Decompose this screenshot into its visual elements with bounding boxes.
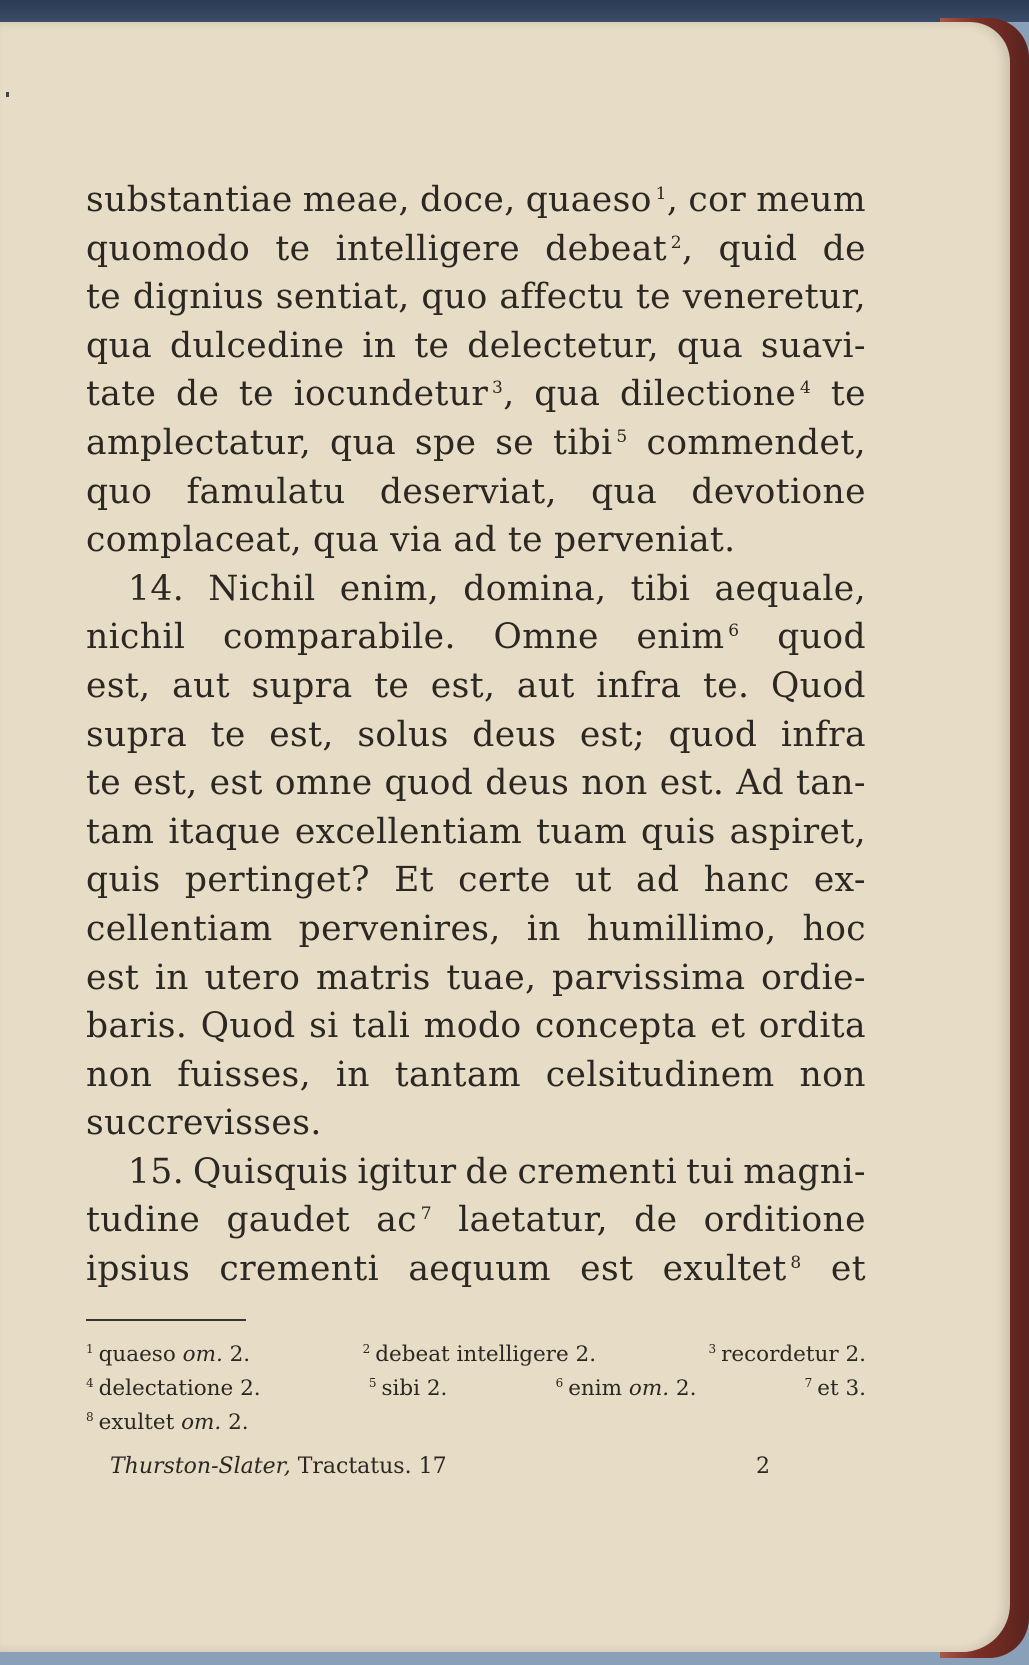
word: te	[86, 763, 122, 804]
text-line	[86, 1148, 866, 1197]
word: in	[154, 957, 189, 998]
word: ut	[574, 860, 612, 901]
word: doce,	[420, 180, 516, 220]
word: certe	[458, 860, 551, 901]
text-line	[86, 1099, 866, 1148]
text-line	[86, 856, 866, 905]
word: delectetur,	[467, 325, 660, 366]
text-line	[86, 419, 866, 468]
word: aut	[172, 665, 230, 706]
footnote-marker: 5	[612, 426, 628, 447]
word: Omne	[493, 617, 599, 658]
word: infra	[596, 665, 682, 706]
word: in	[335, 1054, 370, 1095]
word: te	[86, 277, 122, 318]
word: te	[210, 714, 246, 755]
word: commendet,	[646, 422, 866, 463]
word: est,	[269, 714, 334, 755]
footnote-item: $^6$ enim om. 2.	[555, 1376, 697, 1401]
word: Quod	[770, 665, 866, 706]
word: tan-	[796, 763, 866, 804]
word: nichil	[86, 617, 186, 658]
word: supra	[86, 714, 188, 755]
word: Ad	[736, 763, 785, 804]
word: ipsius	[86, 1249, 191, 1290]
word: est,	[133, 763, 198, 804]
word: ac $^7$	[376, 1200, 432, 1241]
word: deus	[485, 763, 570, 804]
word: aequale,	[714, 568, 866, 609]
word: te	[830, 374, 866, 415]
word: te	[635, 277, 671, 318]
text-line	[86, 273, 866, 322]
footnote-number: 4	[86, 1376, 94, 1390]
word: deserviat,	[379, 471, 557, 512]
word: tantam	[394, 1054, 521, 1095]
footnote-marker: 4	[796, 378, 812, 399]
word: infra	[780, 714, 866, 755]
text-line	[86, 468, 866, 517]
word: qua	[676, 325, 743, 366]
word: amplectatur,	[86, 422, 312, 463]
word: affectu	[499, 277, 625, 318]
word: tam	[86, 811, 155, 852]
word: veneretur,	[682, 277, 866, 318]
word: Nichil	[208, 568, 316, 609]
text-line	[86, 516, 866, 565]
text-line	[86, 759, 866, 808]
word: qua	[591, 471, 658, 512]
footnote-item: $^3$ recordetur 2.	[708, 1342, 866, 1367]
word: dulcedine	[169, 325, 345, 366]
word: modo	[423, 1006, 522, 1047]
word: tuae,	[446, 957, 537, 998]
footnote-number: 7	[804, 1376, 813, 1390]
word: tudine	[86, 1200, 201, 1241]
text-line	[86, 322, 866, 371]
footnote-number: 1	[86, 1342, 94, 1356]
word: quo	[421, 277, 488, 318]
word: igitur	[357, 1151, 457, 1192]
word: Quisquis	[192, 1151, 349, 1192]
word: non	[86, 1054, 153, 1095]
word: sentiat,	[275, 277, 410, 318]
footnote-marker: 8	[786, 1253, 802, 1274]
word: tate	[86, 374, 157, 415]
word: cellentiam	[86, 908, 273, 949]
word: qua	[329, 422, 397, 463]
footnote-number: 2	[362, 1342, 371, 1356]
word: et	[710, 1006, 746, 1047]
text-line	[86, 613, 866, 662]
word: domina,	[463, 568, 607, 609]
word: te	[507, 520, 543, 561]
word: te	[275, 228, 311, 269]
word: magni-	[743, 1151, 866, 1192]
signature-title: Tractatus.	[297, 1454, 412, 1479]
text-line	[86, 1002, 866, 1051]
word: concepta	[535, 1006, 697, 1047]
footnote-item: $^2$ debeat intelligere 2.	[362, 1342, 597, 1367]
word: qua	[534, 374, 601, 415]
word: in	[362, 325, 397, 366]
footnote-marker: 1	[651, 184, 667, 204]
footnote-item: $^5$ sibi 2.	[368, 1376, 448, 1401]
word: Quod	[200, 1006, 296, 1047]
book-cover-edge	[0, 0, 1029, 22]
text-line	[86, 808, 866, 857]
word: devotione	[691, 471, 866, 512]
body-text	[86, 176, 866, 1294]
word: quomodo	[86, 228, 251, 269]
signature-sheet: 17	[418, 1454, 447, 1479]
word: est	[209, 763, 263, 804]
word: de	[822, 228, 866, 269]
word: qua	[86, 325, 153, 366]
word: quod	[668, 714, 758, 755]
word: quod	[384, 763, 474, 804]
word: in	[526, 908, 561, 949]
word: hanc	[703, 860, 790, 901]
footnote-number: 3	[708, 1342, 717, 1356]
signature-line	[110, 1454, 770, 1479]
word: excellentiam	[294, 811, 523, 852]
text-line	[86, 1245, 866, 1294]
word: deus	[472, 714, 557, 755]
word: de	[465, 1151, 509, 1192]
word: parvissima	[552, 957, 746, 998]
footnote-marker: 7	[416, 1204, 432, 1225]
text-line	[86, 662, 866, 711]
word: complaceat,	[86, 520, 303, 561]
word: ordie-	[761, 957, 866, 998]
word: quid	[718, 228, 798, 269]
word: omne	[274, 763, 373, 804]
word: pervenires,	[298, 908, 501, 949]
word: substantiae	[86, 180, 293, 220]
word: quis	[86, 860, 161, 901]
word: tui	[686, 1151, 735, 1192]
word: aspiret,	[729, 811, 866, 852]
word: crementi	[517, 1151, 678, 1192]
word: perveniat.	[553, 520, 736, 561]
footnote-number: 6	[555, 1376, 564, 1390]
text-line	[86, 954, 866, 1003]
word: meae,	[302, 180, 410, 220]
word: baris.	[86, 1006, 188, 1047]
word: famulatu	[186, 471, 346, 512]
word: solus	[357, 714, 449, 755]
word: te.	[702, 665, 750, 706]
word: supra	[251, 665, 353, 706]
word: enim,	[339, 568, 440, 609]
word: est;	[579, 714, 646, 755]
word: humillimo,	[586, 908, 777, 949]
footnote-item: $^4$ delectatione 2.	[86, 1376, 261, 1401]
word: aut	[516, 665, 575, 706]
word: spe	[414, 422, 477, 463]
text-line	[86, 565, 866, 614]
word: tuam	[536, 811, 628, 852]
word: est.	[659, 763, 725, 804]
word: ex-	[813, 860, 866, 901]
word: meum	[756, 180, 866, 220]
word: laetatur,	[458, 1200, 608, 1241]
text-line	[86, 1196, 866, 1245]
word: enim $^6$	[636, 617, 740, 658]
word: quaeso $^1$,	[525, 180, 679, 220]
word: dignius	[132, 277, 265, 318]
signature-mark: 2	[756, 1454, 770, 1479]
word: 15.	[128, 1151, 185, 1192]
text-line	[86, 176, 866, 225]
word: est,	[86, 665, 151, 706]
word: ad	[453, 520, 497, 561]
word: quis	[641, 811, 716, 852]
text-line	[86, 711, 866, 760]
text-line	[86, 370, 866, 419]
word: iocundetur $^3$,	[293, 374, 515, 415]
footnote-number: 5	[368, 1376, 377, 1390]
word: non	[799, 1054, 866, 1095]
word: hoc	[802, 908, 866, 949]
word: et	[830, 1249, 866, 1290]
word: itaque	[168, 811, 281, 852]
word: celsitudinem	[545, 1054, 775, 1095]
word: de	[634, 1200, 678, 1241]
word: de	[175, 374, 220, 415]
footnote-item: $^8$ exultet om. 2.	[86, 1410, 249, 1435]
word: utero	[204, 957, 301, 998]
word: te	[374, 665, 410, 706]
word: est,	[430, 665, 496, 706]
word: 14.	[128, 568, 185, 609]
footnotes	[86, 1338, 866, 1440]
footnote-item: $^7$ et 3.	[804, 1376, 866, 1401]
word: gaudet	[226, 1200, 351, 1241]
footnote-rule	[86, 1319, 246, 1321]
word: quod	[777, 617, 866, 658]
word: quo	[86, 471, 153, 512]
word: te	[414, 325, 450, 366]
word: suavi-	[760, 325, 866, 366]
word: crementi	[219, 1249, 380, 1290]
word: exultet $^8$	[662, 1249, 802, 1290]
word: Et	[394, 860, 434, 901]
word: aequum	[408, 1249, 551, 1290]
word: non	[581, 763, 648, 804]
word: succrevisses.	[86, 1103, 322, 1144]
word: tali	[352, 1006, 411, 1047]
footnote-row	[86, 1372, 866, 1406]
footnote-number: 8	[86, 1410, 94, 1424]
word: se	[495, 422, 535, 463]
footnote-row	[86, 1406, 866, 1440]
footnote-item: $^1$ quaeso om. 2.	[86, 1342, 251, 1367]
word: tibi $^5$	[552, 422, 628, 463]
word: qua	[313, 520, 380, 561]
word: matris	[315, 957, 431, 998]
word: fuisses,	[177, 1054, 311, 1095]
word: est	[86, 957, 140, 998]
signature-author-title	[110, 1454, 447, 1479]
word: te	[238, 374, 274, 415]
word: comparabile.	[222, 617, 456, 658]
page-speck	[6, 92, 9, 97]
word: pertinget?	[184, 860, 370, 901]
word: est	[580, 1249, 634, 1290]
word: si	[309, 1006, 339, 1047]
word: via	[390, 520, 443, 561]
word: ordita	[758, 1006, 866, 1047]
word: orditione	[703, 1200, 866, 1241]
footnote-marker: 3	[488, 378, 504, 399]
footnote-marker: 2	[666, 232, 682, 253]
text-line	[86, 225, 866, 274]
word: intelligere	[335, 228, 521, 269]
word: dilectione $^4$	[619, 374, 812, 415]
signature-author: Thurston-Slater,	[110, 1454, 291, 1479]
word: debeat $^2$,	[545, 228, 694, 269]
footnote-marker: 6	[724, 621, 740, 642]
footnote-row	[86, 1338, 866, 1372]
word: ad	[636, 860, 680, 901]
word: tibi	[630, 568, 691, 609]
text-line	[86, 905, 866, 954]
word: cor	[688, 180, 747, 220]
text-line	[86, 1051, 866, 1100]
